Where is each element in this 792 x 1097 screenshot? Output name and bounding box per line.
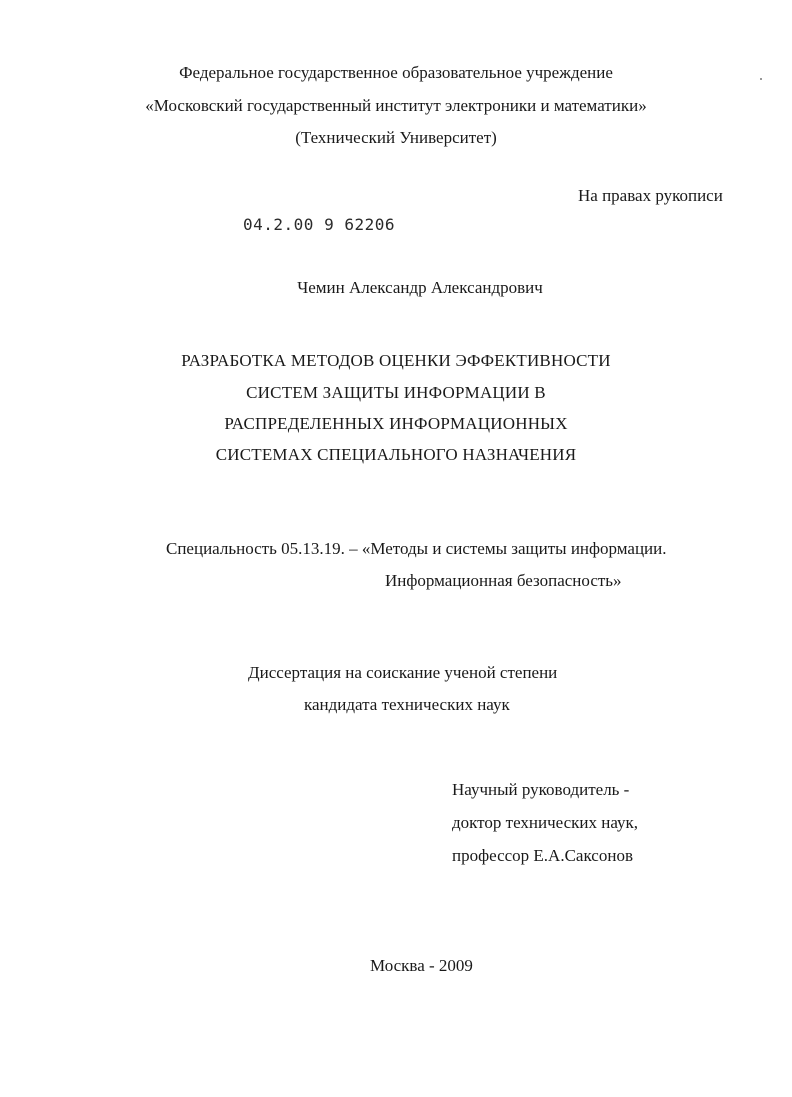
author-name: Чемин Александр Александрович — [297, 278, 543, 297]
place-year: Москва - 2009 — [370, 956, 473, 975]
supervisor-line-2: доктор технических наук, — [452, 813, 639, 832]
manuscript-note: На правах рукописи — [578, 186, 723, 205]
title-line-4: СИСТЕМАХ СПЕЦИАЛЬНОГО НАЗНАЧЕНИЯ — [215, 445, 577, 464]
title-line-1: РАЗРАБОТКА МЕТОДОВ ОЦЕНКИ ЭФФЕКТИВНОСТИ — [181, 351, 611, 370]
institution-line-1: Федеральное государственное образовательное учреждение — [179, 63, 613, 82]
institution-line-2: «Московский государственный институт электроники и математики» — [145, 96, 647, 115]
title-line-3: РАСПРЕДЕЛЕННЫХ ИНФОРМАЦИОННЫХ — [224, 414, 568, 433]
registration-code: 04.2.00 9 62206 — [243, 215, 395, 234]
supervisor-line-1: Научный руководитель - — [452, 780, 630, 799]
dissertation-line-1: Диссертация на соискание ученой степени — [248, 663, 558, 682]
specialty-line-2: Информационная безопасность» — [385, 571, 622, 590]
dissertation-line-2: кандидата технических наук — [304, 695, 510, 714]
scan-speck — [760, 78, 762, 80]
specialty-line-1: Специальность 05.13.19. – «Методы и системы защиты информации. — [166, 539, 667, 558]
institution-line-3: (Технический Университет) — [295, 128, 497, 147]
supervisor-line-3: профессор Е.А.Саксонов — [452, 846, 633, 865]
title-line-2: СИСТЕМ ЗАЩИТЫ ИНФОРМАЦИИ В — [246, 383, 546, 402]
